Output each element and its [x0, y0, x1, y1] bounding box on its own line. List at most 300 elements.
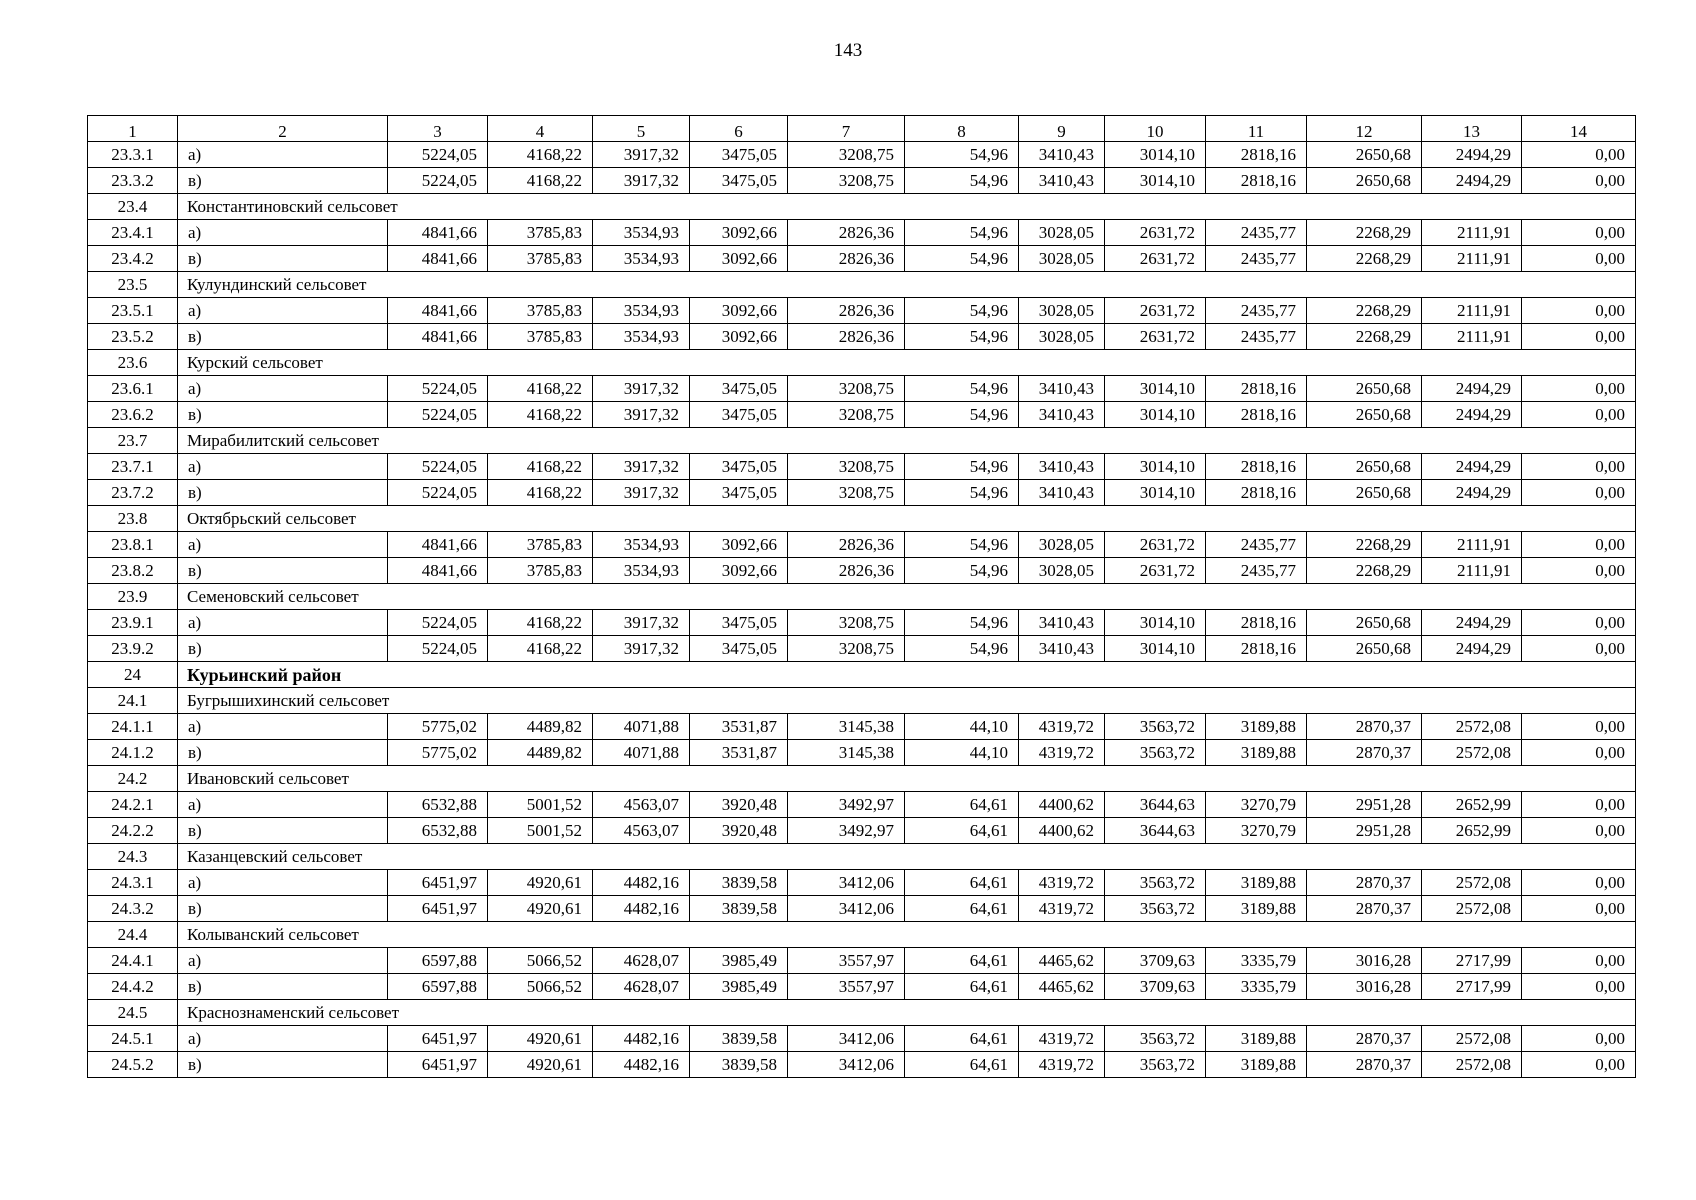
value-cell: 5224,05	[388, 454, 488, 480]
value-cell: 3475,05	[690, 376, 788, 402]
value-cell: 3475,05	[690, 636, 788, 662]
value-cell: 2818,16	[1206, 636, 1307, 662]
table-row	[88, 870, 1636, 896]
value-cell: 3014,10	[1105, 636, 1206, 662]
row-label: в)	[178, 1052, 388, 1078]
value-cell: 3920,48	[690, 792, 788, 818]
value-cell: 3557,97	[788, 948, 905, 974]
value-cell: 2826,36	[788, 246, 905, 272]
section-title: Колыванский сельсовет	[178, 922, 1636, 948]
value-cell: 2650,68	[1307, 142, 1422, 168]
value-cell: 3208,75	[788, 480, 905, 506]
section-title: Кулундинский сельсовет	[178, 272, 1636, 298]
value-cell: 3475,05	[690, 402, 788, 428]
value-cell: 3412,06	[788, 1026, 905, 1052]
value-cell: 3492,97	[788, 818, 905, 844]
value-cell: 2111,91	[1422, 220, 1522, 246]
value-cell: 0,00	[1522, 974, 1636, 1000]
value-cell: 2818,16	[1206, 402, 1307, 428]
value-cell: 2870,37	[1307, 896, 1422, 922]
value-cell: 0,00	[1522, 376, 1636, 402]
value-cell: 2572,08	[1422, 1026, 1522, 1052]
value-cell: 2435,77	[1206, 220, 1307, 246]
value-cell: 64,61	[905, 1026, 1019, 1052]
value-cell: 3014,10	[1105, 610, 1206, 636]
value-cell: 3335,79	[1206, 948, 1307, 974]
row-label: а)	[178, 142, 388, 168]
row-code: 23.4.2	[88, 246, 178, 272]
value-cell: 3208,75	[788, 168, 905, 194]
section-title: Казанцевский сельсовет	[178, 844, 1636, 870]
value-cell: 0,00	[1522, 298, 1636, 324]
value-cell: 0,00	[1522, 870, 1636, 896]
value-cell: 0,00	[1522, 480, 1636, 506]
section-row	[88, 1000, 1636, 1026]
value-cell: 4168,22	[488, 376, 593, 402]
value-cell: 6451,97	[388, 870, 488, 896]
value-cell: 54,96	[905, 298, 1019, 324]
value-cell: 2494,29	[1422, 142, 1522, 168]
value-cell: 2494,29	[1422, 376, 1522, 402]
row-code: 23.6	[88, 350, 178, 376]
value-cell: 3475,05	[690, 480, 788, 506]
value-cell: 3412,06	[788, 896, 905, 922]
value-cell: 2818,16	[1206, 610, 1307, 636]
value-cell: 5066,52	[488, 948, 593, 974]
value-cell: 4920,61	[488, 1026, 593, 1052]
value-cell: 0,00	[1522, 558, 1636, 584]
value-cell: 3563,72	[1105, 1052, 1206, 1078]
value-cell: 3014,10	[1105, 376, 1206, 402]
value-cell: 3189,88	[1206, 740, 1307, 766]
row-label: в)	[178, 324, 388, 350]
row-code: 23.8	[88, 506, 178, 532]
section-row	[88, 428, 1636, 454]
value-cell: 3534,93	[593, 220, 690, 246]
value-cell: 3534,93	[593, 532, 690, 558]
value-cell: 64,61	[905, 896, 1019, 922]
value-cell: 3563,72	[1105, 896, 1206, 922]
value-cell: 0,00	[1522, 324, 1636, 350]
row-code: 23.5.2	[88, 324, 178, 350]
column-header: 5	[593, 116, 690, 142]
value-cell: 2870,37	[1307, 1052, 1422, 1078]
value-cell: 4628,07	[593, 948, 690, 974]
value-cell: 3985,49	[690, 948, 788, 974]
value-cell: 4400,62	[1019, 792, 1105, 818]
value-cell: 2826,36	[788, 532, 905, 558]
table-row	[88, 142, 1636, 168]
column-header: 3	[388, 116, 488, 142]
value-cell: 2717,99	[1422, 974, 1522, 1000]
value-cell: 3145,38	[788, 740, 905, 766]
value-cell: 3189,88	[1206, 714, 1307, 740]
table-row	[88, 792, 1636, 818]
value-cell: 4071,88	[593, 740, 690, 766]
row-label: в)	[178, 636, 388, 662]
value-cell: 3917,32	[593, 376, 690, 402]
value-cell: 2652,99	[1422, 818, 1522, 844]
table-row	[88, 480, 1636, 506]
value-cell: 54,96	[905, 454, 1019, 480]
value-cell: 2435,77	[1206, 558, 1307, 584]
section-row	[88, 922, 1636, 948]
value-cell: 3028,05	[1019, 558, 1105, 584]
value-cell: 3534,93	[593, 324, 690, 350]
value-cell: 2494,29	[1422, 480, 1522, 506]
value-cell: 0,00	[1522, 896, 1636, 922]
page-number: 143	[833, 40, 863, 61]
value-cell: 4168,22	[488, 168, 593, 194]
value-cell: 3014,10	[1105, 480, 1206, 506]
value-cell: 3475,05	[690, 168, 788, 194]
value-cell: 3208,75	[788, 376, 905, 402]
value-cell: 3531,87	[690, 714, 788, 740]
row-label: а)	[178, 714, 388, 740]
value-cell: 3563,72	[1105, 714, 1206, 740]
value-cell: 0,00	[1522, 740, 1636, 766]
value-cell: 54,96	[905, 402, 1019, 428]
value-cell: 0,00	[1522, 168, 1636, 194]
value-cell: 3189,88	[1206, 1052, 1307, 1078]
value-cell: 3208,75	[788, 142, 905, 168]
value-cell: 6451,97	[388, 896, 488, 922]
value-cell: 4319,72	[1019, 714, 1105, 740]
value-cell: 4482,16	[593, 1026, 690, 1052]
value-cell: 3208,75	[788, 636, 905, 662]
value-cell: 4465,62	[1019, 974, 1105, 1000]
value-cell: 2111,91	[1422, 246, 1522, 272]
table-row	[88, 818, 1636, 844]
value-cell: 0,00	[1522, 948, 1636, 974]
row-code: 23.4	[88, 194, 178, 220]
value-cell: 2826,36	[788, 558, 905, 584]
row-code: 23.9.1	[88, 610, 178, 636]
section-row	[88, 272, 1636, 298]
value-cell: 3785,83	[488, 298, 593, 324]
value-cell: 3917,32	[593, 610, 690, 636]
district-row	[88, 662, 1636, 688]
row-code: 24.4.2	[88, 974, 178, 1000]
column-header: 2	[178, 116, 388, 142]
value-cell: 3785,83	[488, 220, 593, 246]
section-title: Краснознаменский сельсовет	[178, 1000, 1636, 1026]
value-cell: 3563,72	[1105, 870, 1206, 896]
table-row	[88, 324, 1636, 350]
column-header: 13	[1422, 116, 1522, 142]
table-body	[88, 116, 1636, 1078]
value-cell: 3412,06	[788, 870, 905, 896]
value-cell: 2111,91	[1422, 532, 1522, 558]
value-cell: 3531,87	[690, 740, 788, 766]
value-cell: 3534,93	[593, 246, 690, 272]
value-cell: 3410,43	[1019, 480, 1105, 506]
value-cell: 4319,72	[1019, 896, 1105, 922]
row-label: в)	[178, 168, 388, 194]
value-cell: 5001,52	[488, 818, 593, 844]
value-cell: 2435,77	[1206, 532, 1307, 558]
value-cell: 0,00	[1522, 1026, 1636, 1052]
value-cell: 3014,10	[1105, 402, 1206, 428]
value-cell: 2631,72	[1105, 532, 1206, 558]
row-code: 23.6.1	[88, 376, 178, 402]
section-title: Ивановский сельсовет	[178, 766, 1636, 792]
row-label: в)	[178, 818, 388, 844]
value-cell: 3985,49	[690, 974, 788, 1000]
value-cell: 0,00	[1522, 610, 1636, 636]
section-title: Курский сельсовет	[178, 350, 1636, 376]
value-cell: 2951,28	[1307, 818, 1422, 844]
column-header: 8	[905, 116, 1019, 142]
value-cell: 3785,83	[488, 246, 593, 272]
value-cell: 54,96	[905, 246, 1019, 272]
value-cell: 4489,82	[488, 714, 593, 740]
column-header: 12	[1307, 116, 1422, 142]
value-cell: 5224,05	[388, 142, 488, 168]
value-cell: 4168,22	[488, 610, 593, 636]
row-code: 23.8.2	[88, 558, 178, 584]
value-cell: 2268,29	[1307, 324, 1422, 350]
value-cell: 5775,02	[388, 714, 488, 740]
value-cell: 2826,36	[788, 298, 905, 324]
value-cell: 0,00	[1522, 792, 1636, 818]
value-cell: 5001,52	[488, 792, 593, 818]
value-cell: 54,96	[905, 610, 1019, 636]
section-title: Бугрышихинский сельсовет	[178, 688, 1636, 714]
value-cell: 5224,05	[388, 610, 488, 636]
value-cell: 2650,68	[1307, 402, 1422, 428]
row-label: в)	[178, 974, 388, 1000]
value-cell: 2435,77	[1206, 246, 1307, 272]
section-row	[88, 194, 1636, 220]
row-code: 24.3.1	[88, 870, 178, 896]
value-cell: 3410,43	[1019, 610, 1105, 636]
value-cell: 64,61	[905, 974, 1019, 1000]
value-cell: 0,00	[1522, 142, 1636, 168]
value-cell: 3092,66	[690, 298, 788, 324]
value-cell: 6451,97	[388, 1052, 488, 1078]
value-cell: 4319,72	[1019, 1026, 1105, 1052]
header-row	[88, 116, 1636, 142]
value-cell: 3563,72	[1105, 1026, 1206, 1052]
value-cell: 4841,66	[388, 298, 488, 324]
value-cell: 2631,72	[1105, 558, 1206, 584]
table-row	[88, 168, 1636, 194]
value-cell: 3410,43	[1019, 402, 1105, 428]
value-cell: 4168,22	[488, 454, 593, 480]
value-cell: 44,10	[905, 714, 1019, 740]
value-cell: 2494,29	[1422, 402, 1522, 428]
value-cell: 3644,63	[1105, 792, 1206, 818]
row-code: 24.4	[88, 922, 178, 948]
row-label: а)	[178, 532, 388, 558]
value-cell: 64,61	[905, 792, 1019, 818]
row-code: 24	[88, 662, 178, 688]
row-label: а)	[178, 298, 388, 324]
value-cell: 3644,63	[1105, 818, 1206, 844]
value-cell: 3092,66	[690, 246, 788, 272]
section-row	[88, 350, 1636, 376]
value-cell: 4168,22	[488, 142, 593, 168]
value-cell: 6532,88	[388, 792, 488, 818]
value-cell: 0,00	[1522, 220, 1636, 246]
value-cell: 2494,29	[1422, 168, 1522, 194]
value-cell: 3563,72	[1105, 740, 1206, 766]
section-row	[88, 584, 1636, 610]
row-code: 23.7	[88, 428, 178, 454]
value-cell: 2631,72	[1105, 324, 1206, 350]
row-label: в)	[178, 896, 388, 922]
table-row	[88, 610, 1636, 636]
table-row	[88, 454, 1636, 480]
value-cell: 3092,66	[690, 532, 788, 558]
value-cell: 5066,52	[488, 974, 593, 1000]
value-cell: 4400,62	[1019, 818, 1105, 844]
value-cell: 64,61	[905, 1052, 1019, 1078]
row-code: 24.2.2	[88, 818, 178, 844]
value-cell: 4465,62	[1019, 948, 1105, 974]
row-code: 24.1.1	[88, 714, 178, 740]
row-code: 24.5.1	[88, 1026, 178, 1052]
value-cell: 0,00	[1522, 246, 1636, 272]
table-row	[88, 532, 1636, 558]
value-cell: 3475,05	[690, 610, 788, 636]
value-cell: 2268,29	[1307, 558, 1422, 584]
value-cell: 0,00	[1522, 532, 1636, 558]
value-cell: 54,96	[905, 220, 1019, 246]
table-row	[88, 298, 1636, 324]
row-code: 24.5.2	[88, 1052, 178, 1078]
value-cell: 54,96	[905, 168, 1019, 194]
value-cell: 2494,29	[1422, 610, 1522, 636]
value-cell: 2494,29	[1422, 636, 1522, 662]
value-cell: 2650,68	[1307, 168, 1422, 194]
value-cell: 3839,58	[690, 896, 788, 922]
value-cell: 3492,97	[788, 792, 905, 818]
value-cell: 3785,83	[488, 324, 593, 350]
value-cell: 4841,66	[388, 324, 488, 350]
value-cell: 2111,91	[1422, 558, 1522, 584]
value-cell: 54,96	[905, 142, 1019, 168]
value-cell: 3028,05	[1019, 246, 1105, 272]
table-row	[88, 220, 1636, 246]
table-row	[88, 896, 1636, 922]
row-label: в)	[178, 246, 388, 272]
column-header: 10	[1105, 116, 1206, 142]
value-cell: 3028,05	[1019, 532, 1105, 558]
value-cell: 2818,16	[1206, 168, 1307, 194]
value-cell: 2435,77	[1206, 324, 1307, 350]
value-cell: 2870,37	[1307, 1026, 1422, 1052]
value-cell: 2818,16	[1206, 376, 1307, 402]
table-row	[88, 714, 1636, 740]
value-cell: 4841,66	[388, 558, 488, 584]
value-cell: 4168,22	[488, 402, 593, 428]
row-label: а)	[178, 948, 388, 974]
table-row	[88, 948, 1636, 974]
value-cell: 4071,88	[593, 714, 690, 740]
value-cell: 3016,28	[1307, 974, 1422, 1000]
value-cell: 3534,93	[593, 558, 690, 584]
value-cell: 3917,32	[593, 142, 690, 168]
value-cell: 54,96	[905, 480, 1019, 506]
value-cell: 5224,05	[388, 376, 488, 402]
value-cell: 2650,68	[1307, 376, 1422, 402]
value-cell: 3410,43	[1019, 142, 1105, 168]
row-code: 23.7.2	[88, 480, 178, 506]
row-label: а)	[178, 1026, 388, 1052]
column-header: 7	[788, 116, 905, 142]
value-cell: 0,00	[1522, 454, 1636, 480]
value-cell: 2572,08	[1422, 870, 1522, 896]
value-cell: 3028,05	[1019, 324, 1105, 350]
value-cell: 44,10	[905, 740, 1019, 766]
value-cell: 4841,66	[388, 532, 488, 558]
row-code: 23.8.1	[88, 532, 178, 558]
value-cell: 2870,37	[1307, 740, 1422, 766]
value-cell: 2631,72	[1105, 246, 1206, 272]
value-cell: 2717,99	[1422, 948, 1522, 974]
row-code: 23.4.1	[88, 220, 178, 246]
value-cell: 4482,16	[593, 1052, 690, 1078]
value-cell: 6597,88	[388, 948, 488, 974]
value-cell: 2652,99	[1422, 792, 1522, 818]
value-cell: 6532,88	[388, 818, 488, 844]
value-cell: 2650,68	[1307, 636, 1422, 662]
value-cell: 3785,83	[488, 532, 593, 558]
value-cell: 2951,28	[1307, 792, 1422, 818]
value-cell: 3920,48	[690, 818, 788, 844]
value-cell: 3839,58	[690, 1026, 788, 1052]
value-cell: 5224,05	[388, 480, 488, 506]
row-code: 24.1	[88, 688, 178, 714]
value-cell: 2268,29	[1307, 532, 1422, 558]
value-cell: 3189,88	[1206, 896, 1307, 922]
value-cell: 54,96	[905, 636, 1019, 662]
row-code: 24.2	[88, 766, 178, 792]
value-cell: 3917,32	[593, 168, 690, 194]
value-cell: 0,00	[1522, 636, 1636, 662]
value-cell: 2818,16	[1206, 480, 1307, 506]
value-cell: 2268,29	[1307, 298, 1422, 324]
value-cell: 3410,43	[1019, 168, 1105, 194]
table-row	[88, 740, 1636, 766]
section-row	[88, 844, 1636, 870]
value-cell: 3557,97	[788, 974, 905, 1000]
value-cell: 5224,05	[388, 168, 488, 194]
value-cell: 2818,16	[1206, 142, 1307, 168]
table-row	[88, 376, 1636, 402]
value-cell: 2111,91	[1422, 298, 1522, 324]
section-title: Семеновский сельсовет	[178, 584, 1636, 610]
section-title: Мирабилитский сельсовет	[178, 428, 1636, 454]
column-header: 14	[1522, 116, 1636, 142]
value-cell: 3709,63	[1105, 974, 1206, 1000]
value-cell: 2870,37	[1307, 870, 1422, 896]
value-cell: 3534,93	[593, 298, 690, 324]
value-cell: 3028,05	[1019, 220, 1105, 246]
value-cell: 54,96	[905, 532, 1019, 558]
row-label: в)	[178, 558, 388, 584]
row-label: а)	[178, 220, 388, 246]
row-code: 23.3.2	[88, 168, 178, 194]
row-code: 23.9.2	[88, 636, 178, 662]
row-code: 23.6.2	[88, 402, 178, 428]
value-cell: 3208,75	[788, 610, 905, 636]
value-cell: 3412,06	[788, 1052, 905, 1078]
value-cell: 4168,22	[488, 636, 593, 662]
section-row	[88, 688, 1636, 714]
